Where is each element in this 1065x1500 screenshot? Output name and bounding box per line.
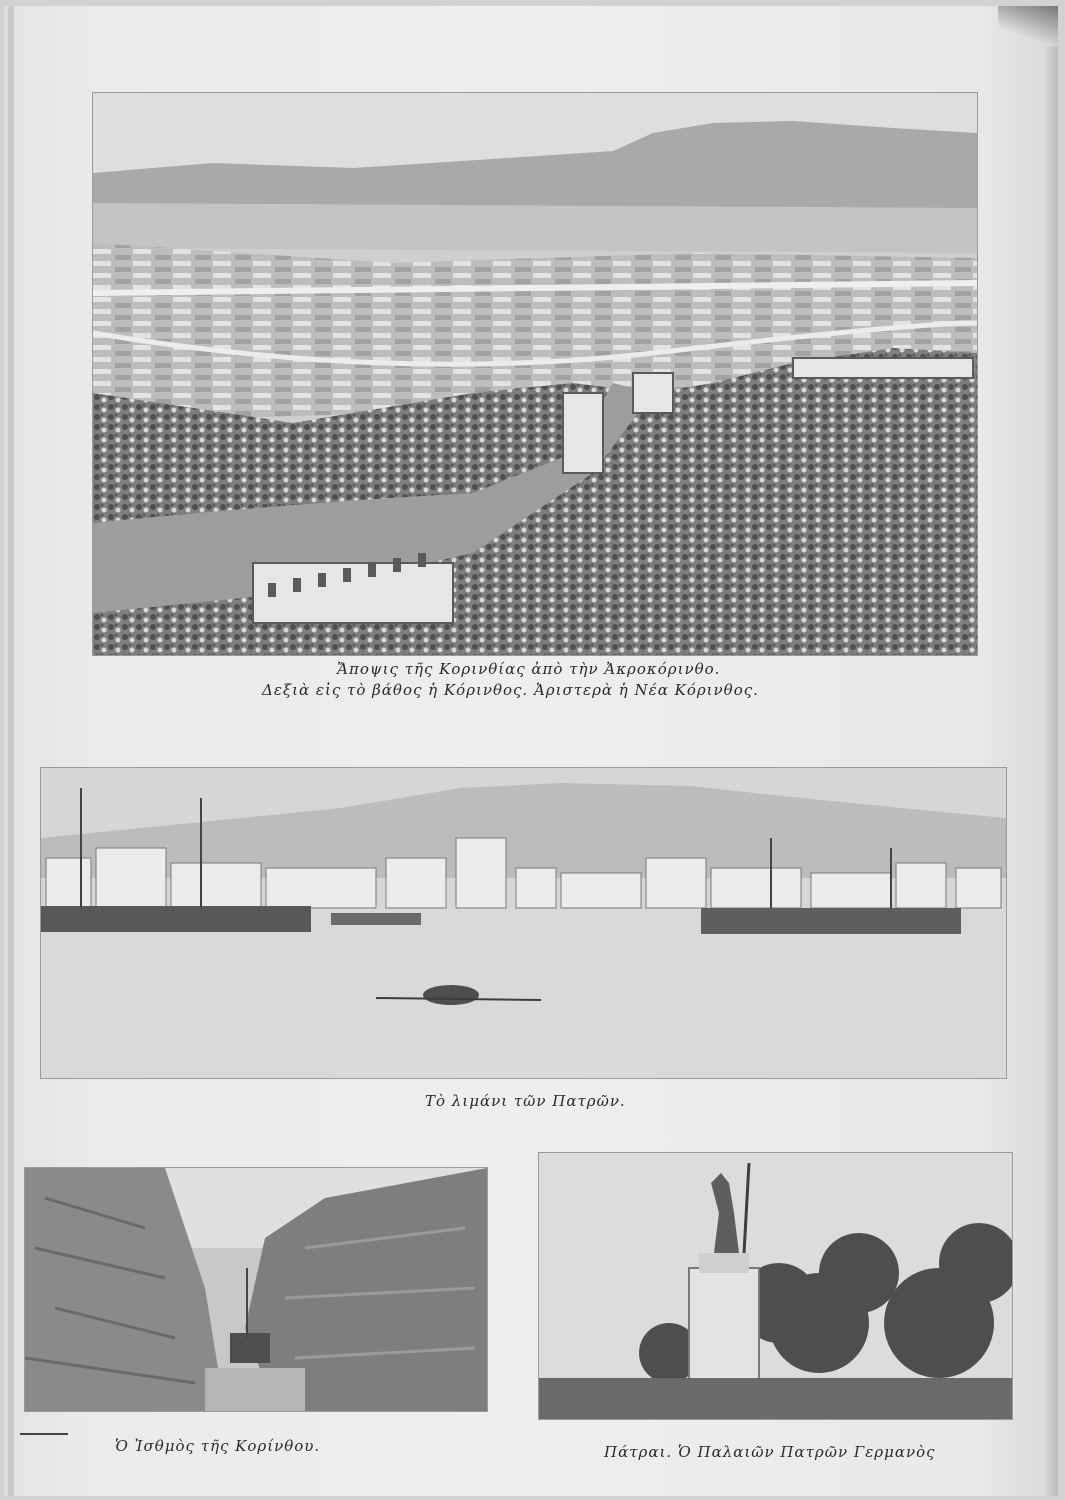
acrocorinth-caption-line2: Δεξιὰ εἰς τὸ βάθος ἡ Κόρινθος. Ἀριστερὰ ἡ Νέα Κόρινθος.	[262, 681, 759, 699]
acrocorinth-caption-line1: Ἄποψις τῆς Κορινθίας ἀπὸ τὴν Ἀκροκόρινθο.	[337, 660, 721, 678]
isthmus-caption	[115, 1437, 320, 1455]
patras-harbour-photo	[40, 767, 1007, 1079]
isthmus-caption-name: Κορίνθου.	[235, 1437, 321, 1455]
isthmus-caption-prefix: Ὁ Ἰσθμὸς τῆς	[115, 1437, 230, 1455]
acrocorinth-view-photo	[92, 92, 978, 656]
page-edge-shadow	[1044, 46, 1058, 1496]
patras-harbour-caption: Τὸ λιμάνι τῶν Πατρῶν.	[425, 1092, 626, 1110]
page-corner-shadow	[998, 6, 1058, 46]
patras-statue-caption: Πάτραι. Ὁ Παλαιῶν Πατρῶν Γερμανὸς	[604, 1443, 936, 1461]
corinth-isthmus-photo	[24, 1167, 488, 1412]
patras-statue-photo	[538, 1152, 1013, 1420]
margin-mark	[20, 1433, 68, 1435]
